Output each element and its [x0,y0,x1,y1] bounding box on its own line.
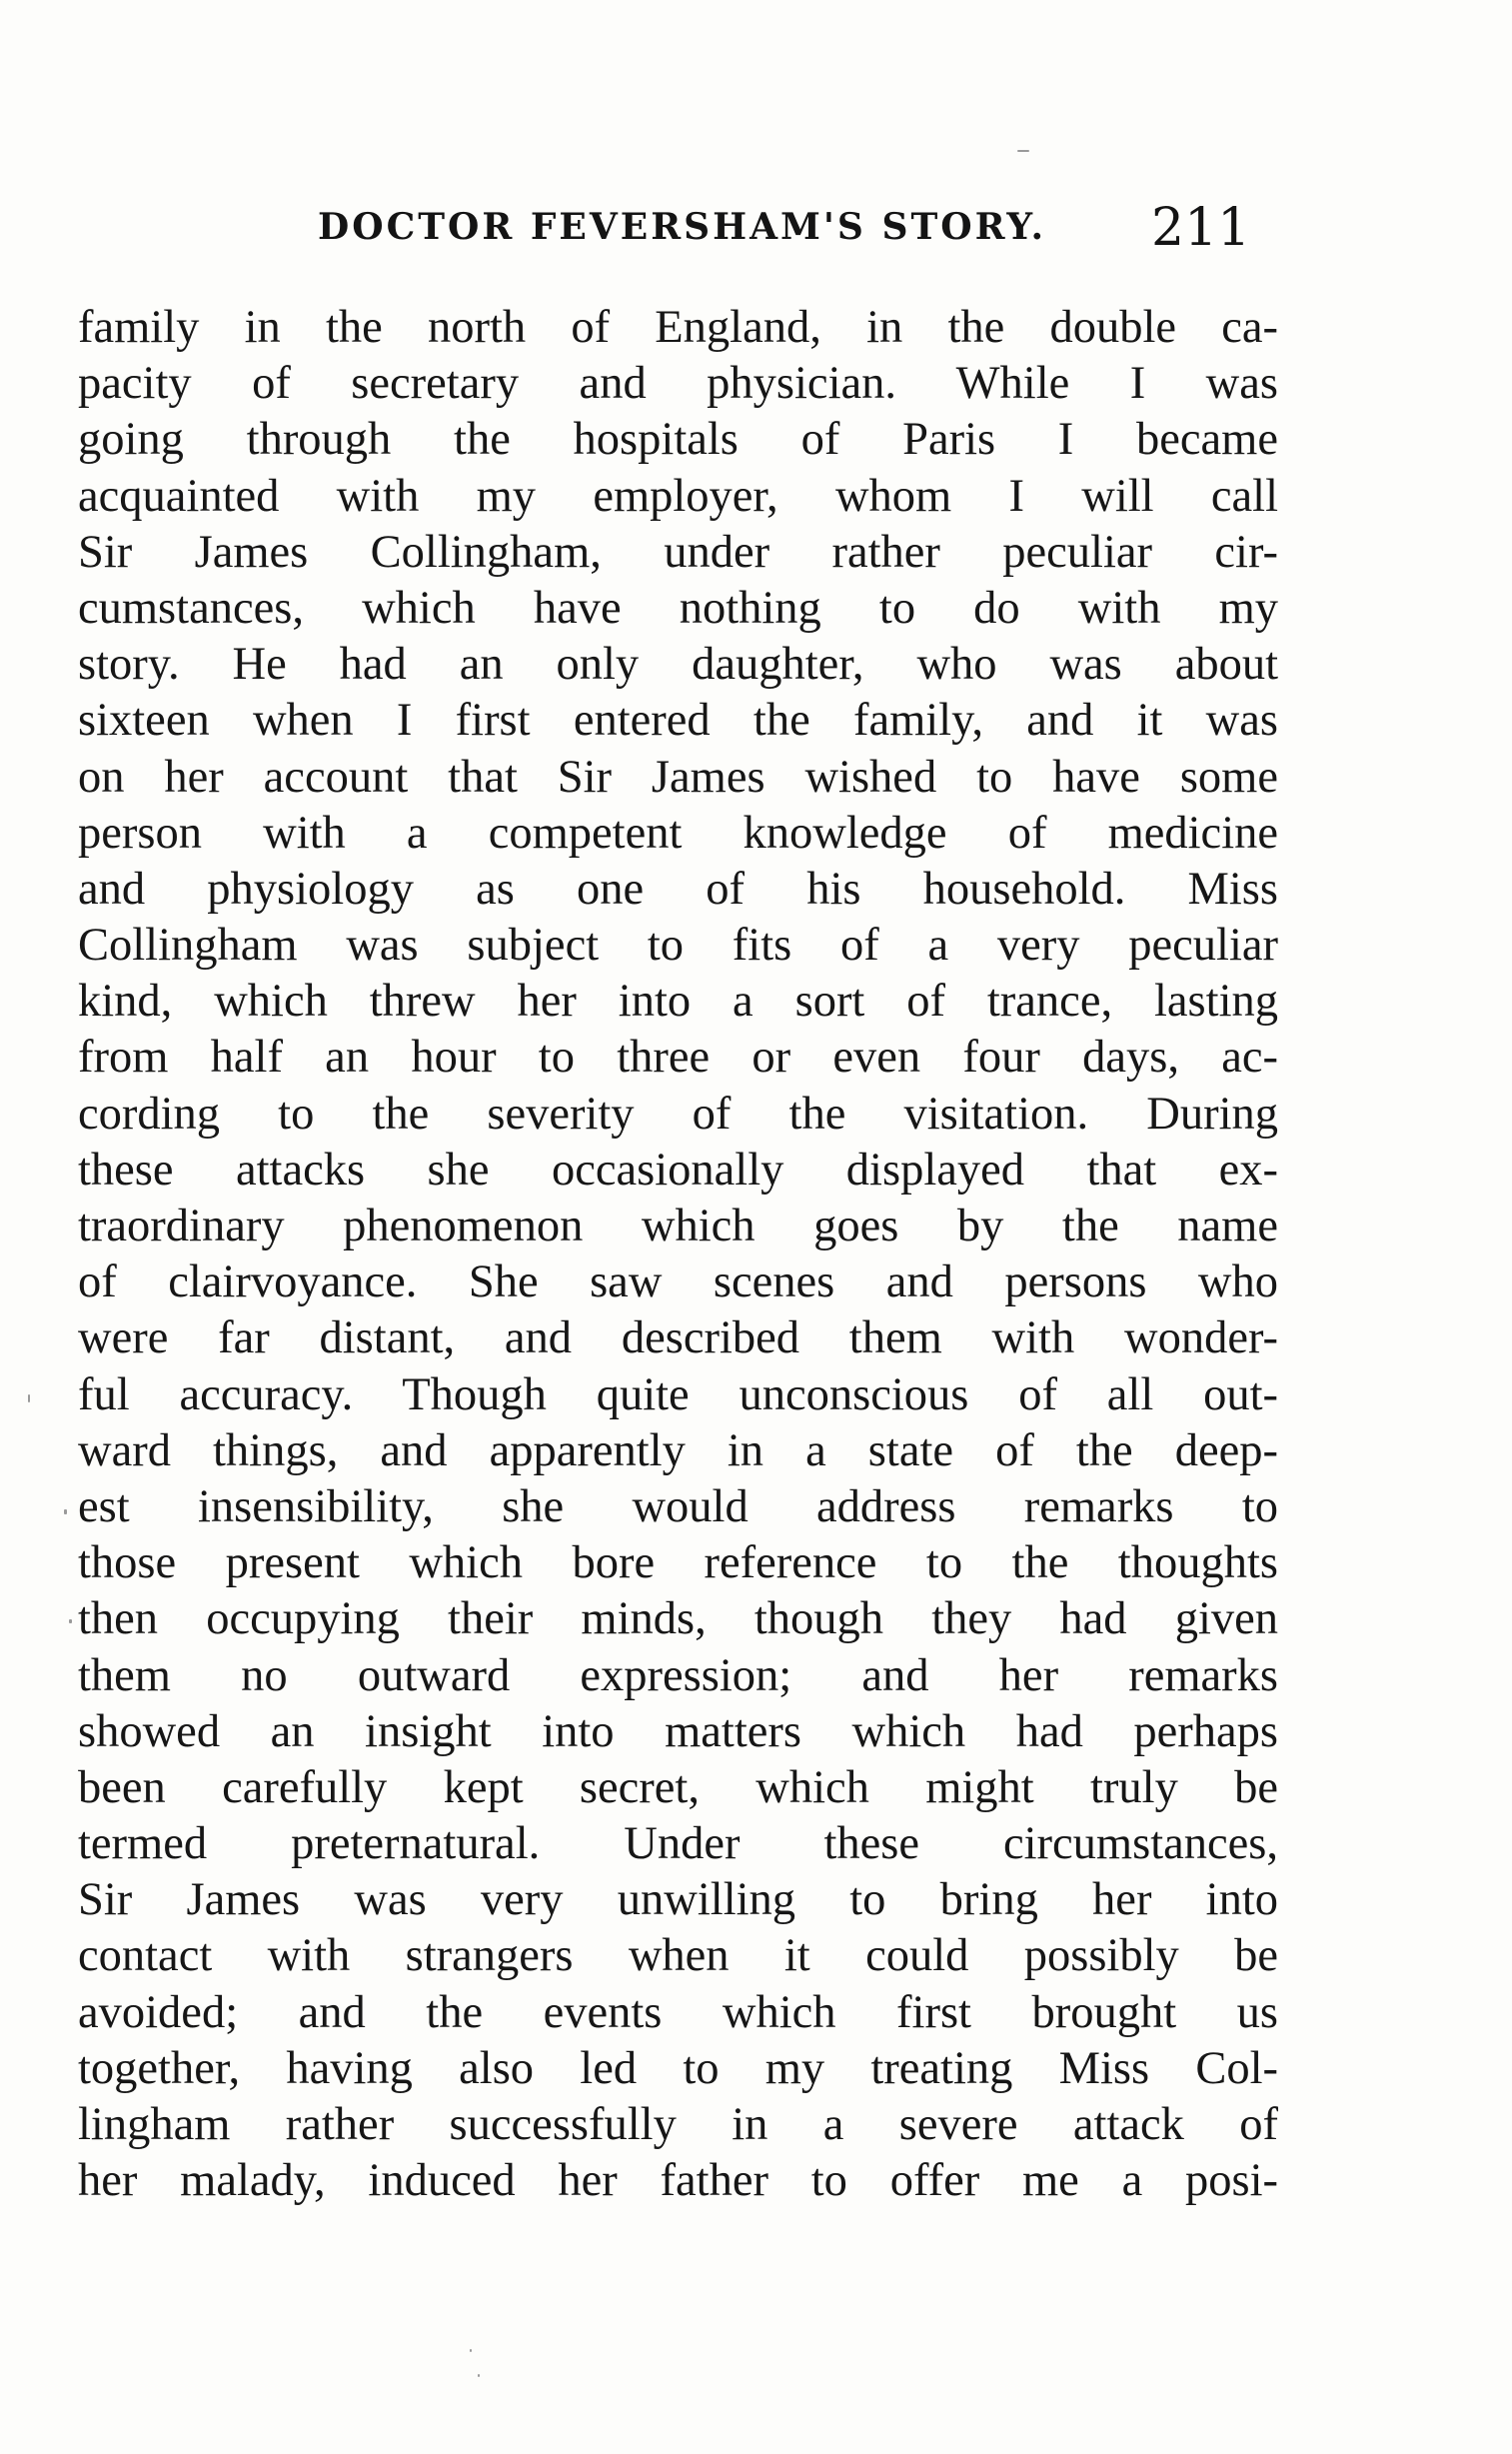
ink-speck [1017,150,1029,152]
text-line: lingham rather successfully in a severe attack of [78,2099,1278,2150]
text-line: person with a competent knowledge of medicine [78,807,1278,859]
text-line: Collingham was subject to fits of a very peculiar [78,920,1278,972]
text-line: sixteen when I first entered the family, and it was [78,695,1278,747]
text-line: cumstances, which have nothing to do with my [78,582,1278,634]
text-line: kind, which threw her into a sort of trance, lasting [78,976,1278,1028]
text-line: Sir James Collingham, under rather peculiar cir- [78,526,1278,578]
text-line: story. He had an only daughter, who was about [78,639,1278,691]
running-header [78,198,1277,258]
text-line: termed preternatural. Under these circumstances, [78,1818,1278,1870]
ink-speck [64,1509,67,1514]
text-line: est insensibility, she would address remarks to [78,1480,1278,1532]
ink-speck [28,1394,30,1402]
text-line: contact with strangers when it could possibly be [78,1930,1278,1982]
ink-speck [470,2349,472,2352]
text-line: and physiology as one of his household. Miss [78,863,1278,915]
ink-speck [69,1619,72,1623]
text-line: going through the hospitals of Paris I became [78,414,1278,466]
text-line: were far distant, and described them with wonder- [78,1312,1278,1364]
body-text [78,300,1278,2209]
text-line: together, having also led to my treating Miss Col- [78,2042,1278,2094]
text-line: them no outward expression; and her remarks [78,1649,1278,1701]
text-line: avoided; and the events which first brought us [78,1986,1278,2038]
text-line: been carefully kept secret, which might truly be [78,1761,1278,1813]
text-line: Sir James was very unwilling to bring her into [78,1874,1278,1926]
text-line: her malady, induced her father to offer me a posi- [78,2155,1278,2207]
text-line: traordinary phenomenon which goes by the name [78,1201,1278,1251]
page-number: 211 [1151,198,1251,258]
text-line: then occupying their minds, though they had given [78,1593,1278,1645]
text-line: ful accuracy. Though quite unconscious of all out- [78,1368,1278,1420]
text-line: showed an insight into matters which had perhaps [78,1705,1278,1757]
ink-speck [478,2374,480,2377]
text-line: ward things, and apparently in a state of the deep- [78,1424,1278,1476]
text-line: family in the north of England, in the double ca- [78,302,1278,353]
running-title: DOCTOR FEVERSHAM'S STORY. [318,206,1047,248]
text-line: cording to the severity of the visitation. During [78,1088,1278,1140]
text-line: of clairvoyance. She saw scenes and persons who [78,1256,1278,1308]
text-line: these attacks she occasionally displayed that ex- [78,1144,1278,1196]
text-line: pacity of secretary and physician. While I was [78,358,1278,410]
text-line: from half an hour to three or even four days, ac- [78,1032,1278,1084]
text-line: acquainted with my employer, whom I will call [78,470,1278,522]
text-line: on her account that Sir James wished to have some [78,751,1278,803]
text-line: those present which bore reference to the thoughts [78,1537,1278,1589]
